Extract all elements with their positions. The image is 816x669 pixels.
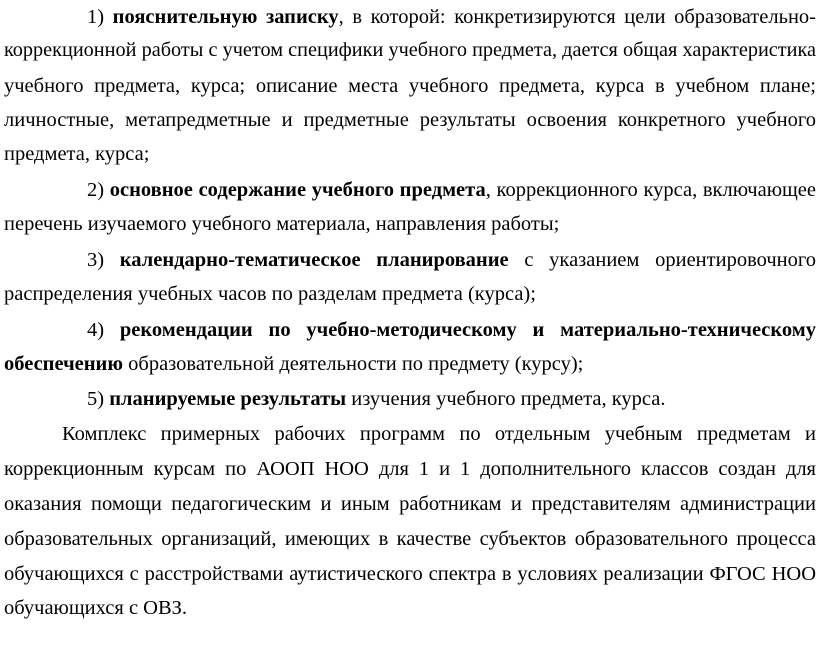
text-line: образовательных организаций, имеющих в качестве субъектов образовательного процесса [4,528,816,550]
text-line: личностные, метапредметные и предметные результаты освоения конкретного учебного [4,109,816,131]
text-line: обучающихся с ОВЗ. [4,597,188,619]
text-line: Комплекс примерных рабочих программ по отдельным учебным предметам и [62,423,816,445]
text-line: 4) рекомендации по учебно-методическому и материально-техническому [87,319,816,341]
text-line: обеспечению образовательной деятельности по предмету (курсу); [4,353,584,375]
text-line: 1) пояснительную записку, в которой: конкретизируются цели образовательно- [87,6,816,28]
text-line: распределения учебных часов по разделам предмета (курса); [4,283,536,305]
text-line: 2) основное содержание учебного предмета, коррекционного курса, включающее [87,179,816,201]
text-line: учебного предмета, курса; описание места учебного предмета, курса в учебном плане; [4,75,816,97]
text-line: 5) планируемые результаты изучения учебного предмета, курса. [87,388,666,410]
text-line: коррекционной работы с учетом специфики учебного предмета, дается общая характеристика [4,39,816,61]
text-line: обучающихся с расстройствами аутистического спектра в условиях реализации ФГОС НОО [4,563,816,585]
text-line: оказания помощи педагогическим и иным работникам и представителям администрации [4,493,816,515]
text-line: коррекционным курсам по АООП НОО для 1 и 1 дополнительного классов создан для [4,458,816,480]
text-line: предмета, курса; [4,143,150,165]
text-line: перечень изучаемого учебного материала, направления работы; [4,213,560,235]
text-line: 3) календарно-тематическое планирование с указанием ориентировочного [87,249,816,271]
